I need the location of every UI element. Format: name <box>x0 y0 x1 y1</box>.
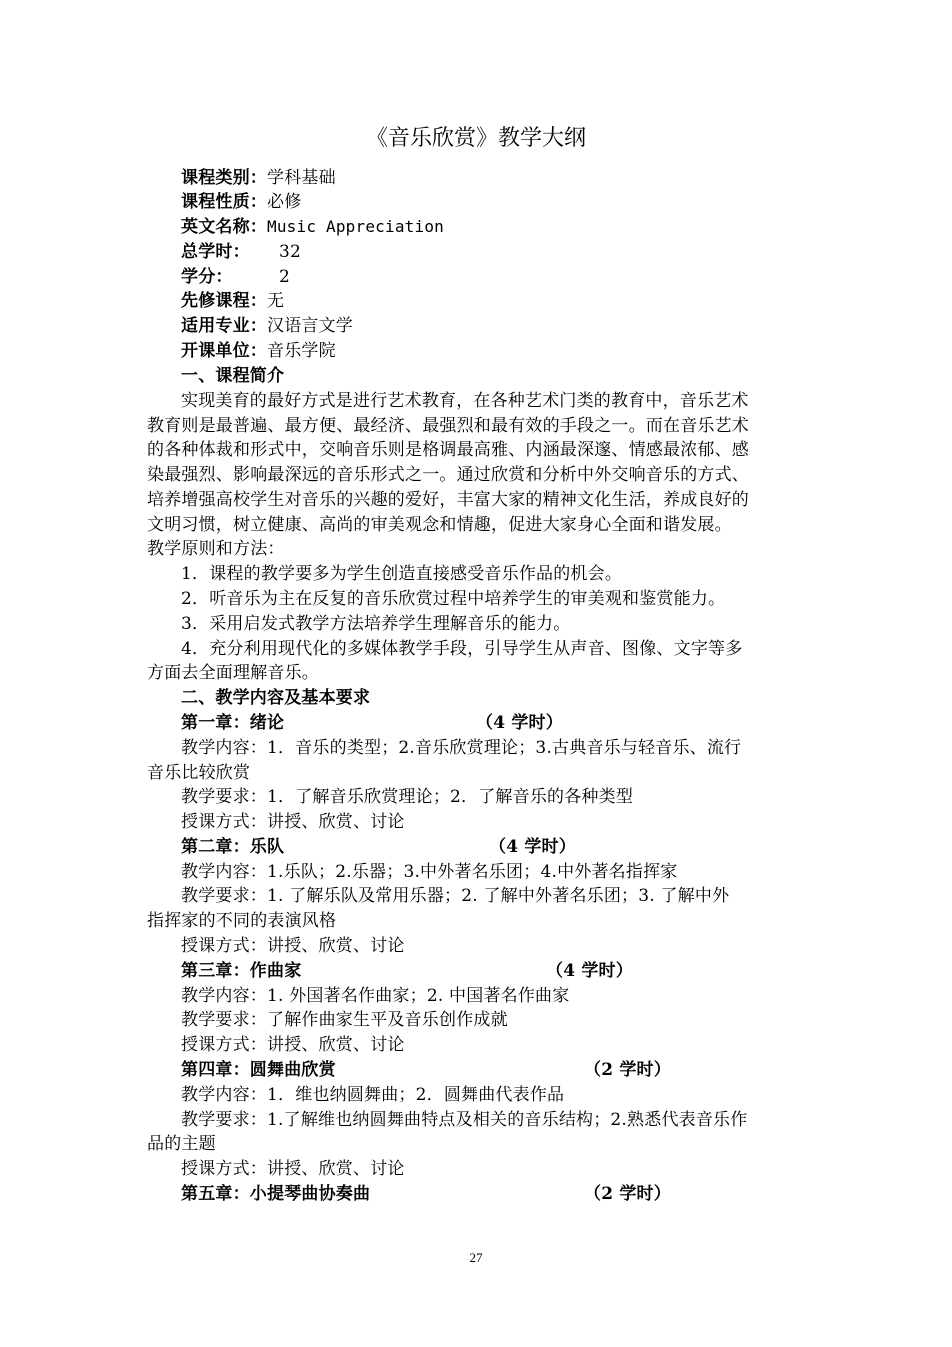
intro-paragraph-line: 培养增强高校学生对音乐的兴趣的爱好，丰富大家的精神文化生活，养成良好的 <box>147 490 749 510</box>
info-label: 开课单位： <box>181 341 267 361</box>
info-line-category <box>181 166 812 190</box>
chapter-requirement-continued: 品的主题 <box>147 1134 216 1154</box>
info-line-english-name <box>181 215 812 239</box>
chapter-title: 第四章：圆舞曲欣赏 <box>181 1060 336 1080</box>
document-title: 《音乐欣赏》教学大纲 <box>365 126 586 151</box>
principles-label: 教学原则和方法： <box>147 539 285 559</box>
chapter-heading <box>181 1058 812 1082</box>
info-label: 总学时： <box>181 242 250 262</box>
chapter-content: 教学内容：1．音乐的类型；2.音乐欣赏理论；3.古典音乐与轻音乐、流行 <box>181 738 742 758</box>
info-value: 汉语言文学 <box>267 316 353 336</box>
info-value: Music Appreciation <box>267 217 444 236</box>
chapter-content: 教学内容：1. 外国著名作曲家；2. 中国著名作曲家 <box>181 986 570 1006</box>
chapter-title: 第二章：乐队 <box>181 837 285 857</box>
intro-paragraph-line: 教育则是最普遍、最方便、最经济、最强烈和最有效的手段之一。而在音乐艺术 <box>147 416 749 436</box>
intro-paragraph-line: 实现美育的最好方式是进行艺术教育，在各种艺术门类的教育中，音乐艺术 <box>181 391 749 411</box>
chapter-hours: （2 学时） <box>584 1060 671 1080</box>
chapter-hours: （4 学时） <box>546 961 633 981</box>
principle-item: 1．课程的教学要多为学生创造直接感受音乐作品的机会。 <box>181 564 623 584</box>
principle-item: 4．充分利用现代化的多媒体教学手段，引导学生从声音、图像、文字等多 <box>181 639 743 659</box>
chapter-content: 教学内容：1.乐队；2.乐器；3.中外著名乐团；4.中外著名指挥家 <box>181 862 678 882</box>
info-label: 先修课程： <box>181 291 267 311</box>
chapter-requirement: 教学要求：了解作曲家生平及音乐创作成就 <box>181 1010 508 1030</box>
info-label: 课程类别： <box>181 168 267 188</box>
info-label: 学分： <box>181 267 233 287</box>
chapter-heading <box>181 711 812 735</box>
chapter-heading <box>181 835 812 859</box>
chapter-title: 第三章：作曲家 <box>181 961 302 981</box>
info-line-credits <box>181 265 812 289</box>
principle-item: 3．采用启发式教学方法培养学生理解音乐的能力。 <box>181 614 571 634</box>
chapter-heading <box>181 1182 812 1206</box>
chapter-requirement: 教学要求：1.了解维也纳圆舞曲特点及相关的音乐结构；2.熟悉代表音乐作 <box>181 1110 748 1130</box>
chapter-requirement: 教学要求：1. 了解乐队及常用乐器；2. 了解中外著名乐团；3. 了解中外 <box>181 886 730 906</box>
chapter-method: 授课方式：讲授、欣赏、讨论 <box>181 936 405 956</box>
chapter-content-continued: 音乐比较欣赏 <box>147 763 251 783</box>
info-value: 学科基础 <box>267 168 336 188</box>
info-label: 英文名称： <box>181 217 267 237</box>
chapter-method: 授课方式：讲授、欣赏、讨论 <box>181 1159 405 1179</box>
info-label: 课程性质： <box>181 192 267 212</box>
info-line-total-hours <box>181 240 812 264</box>
info-value: 2 <box>279 267 291 287</box>
info-value: 音乐学院 <box>267 341 336 361</box>
principle-item: 2．听音乐为主在反复的音乐欣赏过程中培养学生的审美观和鉴赏能力。 <box>181 589 726 609</box>
info-value: 必修 <box>267 192 302 212</box>
chapter-title: 第五章：小提琴曲协奏曲 <box>181 1184 371 1204</box>
chapter-title: 第一章：绪论 <box>181 713 285 733</box>
chapter-requirement-continued: 指挥家的不同的表演风格 <box>147 911 337 931</box>
chapter-heading <box>181 959 812 983</box>
info-value: 无 <box>267 291 285 311</box>
chapter-hours: （4 学时） <box>489 837 576 857</box>
info-line-nature <box>181 190 812 214</box>
chapter-method: 授课方式：讲授、欣赏、讨论 <box>181 1035 405 1055</box>
chapter-method: 授课方式：讲授、欣赏、讨论 <box>181 812 405 832</box>
intro-paragraph-line: 的各种体裁和形式中，交响音乐则是格调最高雅、内涵最深邃、情感最浓郁、感 <box>147 440 749 460</box>
section-heading-intro: 一、课程简介 <box>181 366 285 386</box>
principle-item-continued: 方面去全面理解音乐。 <box>147 663 319 683</box>
info-line-major <box>181 314 812 338</box>
chapter-hours: （4 学时） <box>476 713 563 733</box>
page-number: 27 <box>469 1250 483 1265</box>
section-heading-content: 二、教学内容及基本要求 <box>181 688 371 708</box>
info-line-department <box>181 339 812 363</box>
info-label: 适用专业： <box>181 316 267 336</box>
intro-paragraph-line: 文明习惯，树立健康、高尚的审美观念和情趣，促进大家身心全面和谐发展。 <box>147 515 732 535</box>
intro-paragraph-line: 染最强烈、影响最深远的音乐形式之一。通过欣赏和分析中外交响音乐的方式、 <box>147 465 749 485</box>
chapter-hours: （2 学时） <box>584 1184 671 1204</box>
info-value: 32 <box>279 242 302 262</box>
info-line-prerequisite <box>181 289 812 313</box>
chapter-content: 教学内容：1．维也纳圆舞曲；2．圆舞曲代表作品 <box>181 1085 565 1105</box>
chapter-requirement: 教学要求：1．了解音乐欣赏理论；2．了解音乐的各种类型 <box>181 787 634 807</box>
